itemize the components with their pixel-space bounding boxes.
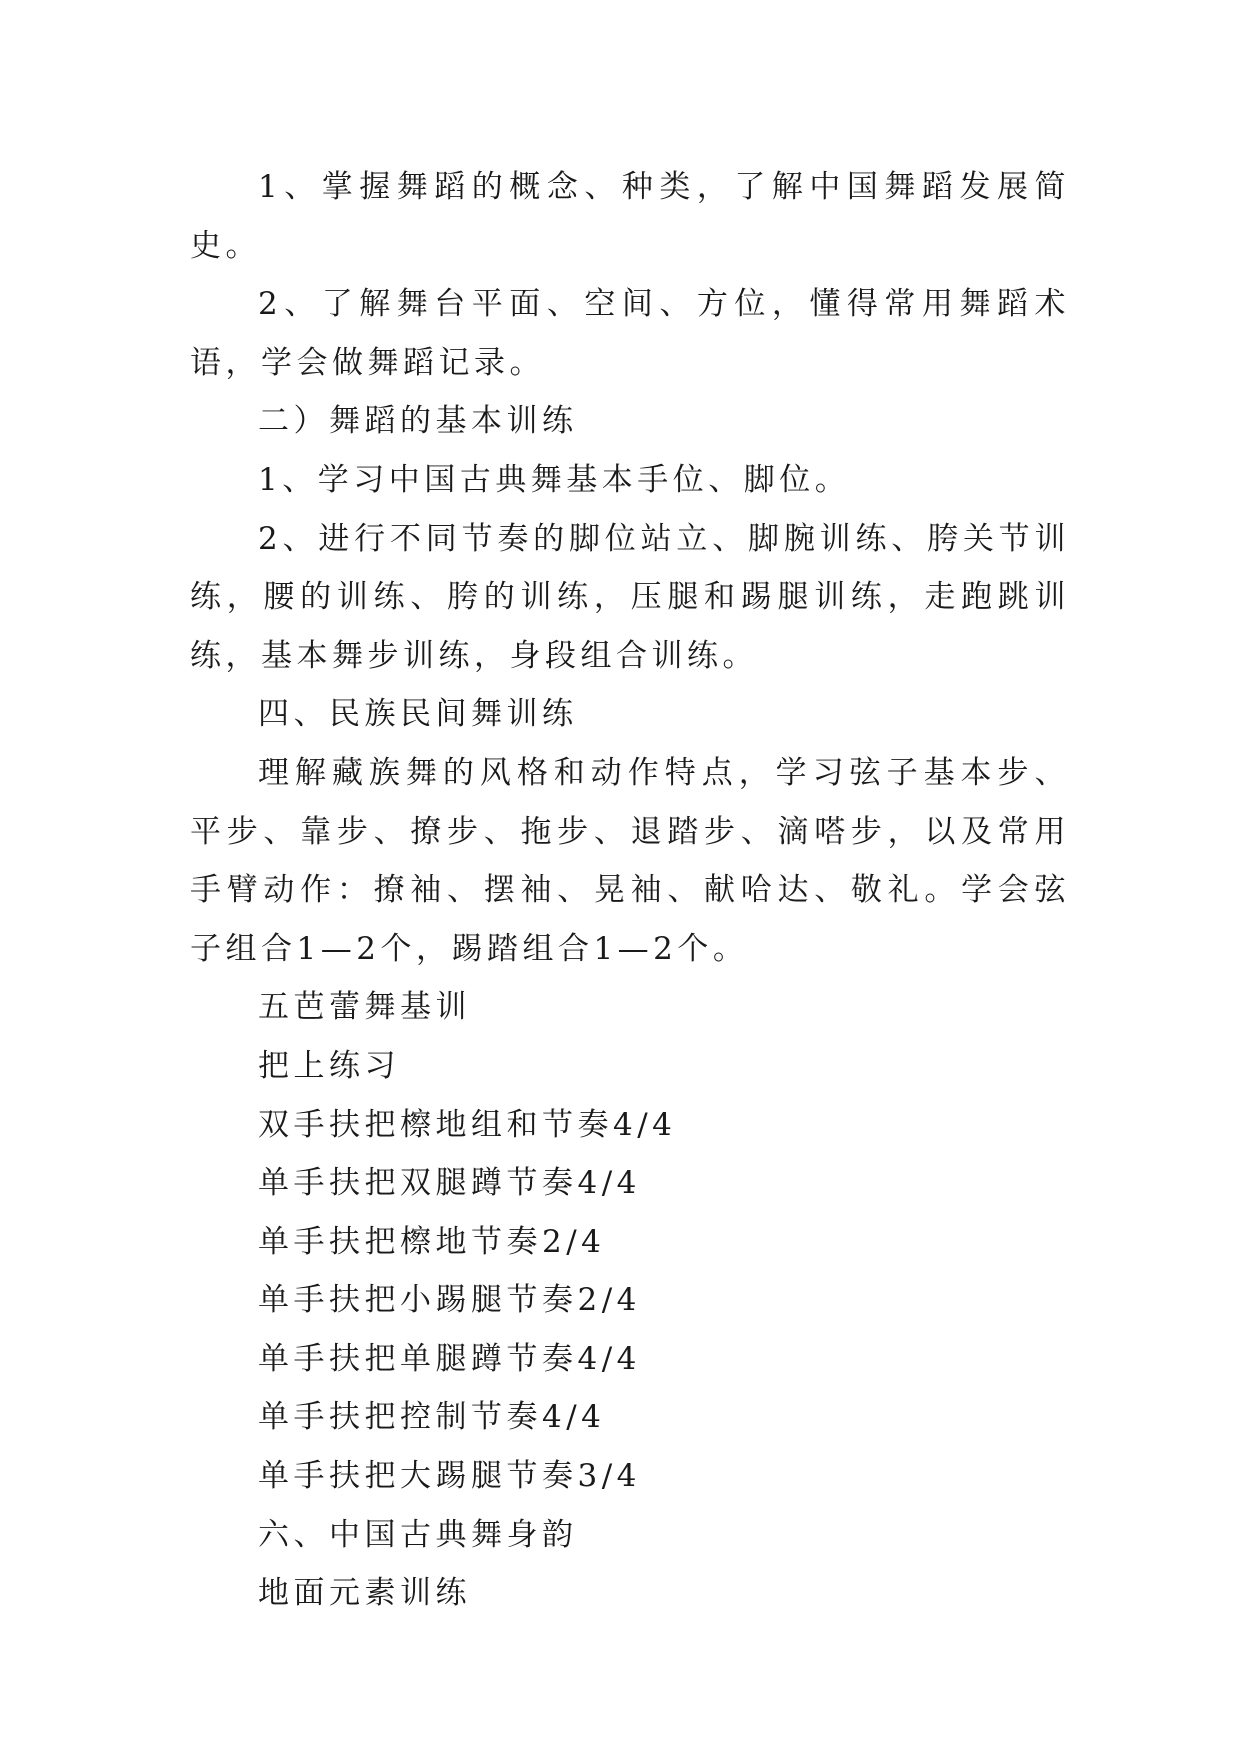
paragraph-2: 2、了解舞台平面、空间、方位，懂得常用舞蹈术语，学会做舞蹈记录。 [190, 286, 1070, 381]
section-heading-ballet: 五芭蕾舞基训 [258, 989, 471, 1026]
list-item: 单手扶把大踢腿节奏3/4 [258, 1458, 641, 1495]
list-item: 单手扶把单腿蹲节奏4/4 [258, 1340, 641, 1377]
section-heading-basic-training: 二）舞蹈的基本训练 [258, 403, 578, 440]
list-item: 双手扶把檫地组和节奏4/4 [258, 1106, 677, 1143]
document-page [190, 158, 1070, 1623]
paragraph-3: 1、学习中国古典舞基本手位、脚位。 [258, 461, 851, 498]
list-item: 单手扶把控制节奏4/4 [258, 1399, 606, 1436]
paragraph-1: 1、掌握舞蹈的概念、种类，了解中国舞蹈发展简史。 [190, 169, 1070, 264]
paragraph-5: 理解藏族舞的风格和动作特点，学习弦子基本步、平步、靠步、撩步、拖步、退踏步、滴嗒步，以及常用手臂动作：撩袖、摆袖、晃袖、献哈达、敬礼。学会弦子组合1—2个，踢踏组合1—2个。 [190, 754, 1070, 967]
paragraph-4: 2、进行不同节奏的脚位站立、脚腕训练、胯关节训练，腰的训练、胯的训练，压腿和踢腿训练，走跑跳训练，基本舞步训练，身段组合训练。 [190, 520, 1070, 674]
list-item: 单手扶把小踢腿节奏2/4 [258, 1282, 641, 1319]
section-heading-classical-dance: 六、中国古典舞身韵 [258, 1516, 578, 1553]
list-item: 单手扶把檫地节奏2/4 [258, 1223, 606, 1260]
list-item: 把上练习 [258, 1047, 400, 1084]
list-item: 单手扶把双腿蹲节奏4/4 [258, 1165, 641, 1202]
section-heading-folk-dance: 四、民族民间舞训练 [258, 696, 578, 733]
list-item: 地面元素训练 [258, 1575, 471, 1612]
